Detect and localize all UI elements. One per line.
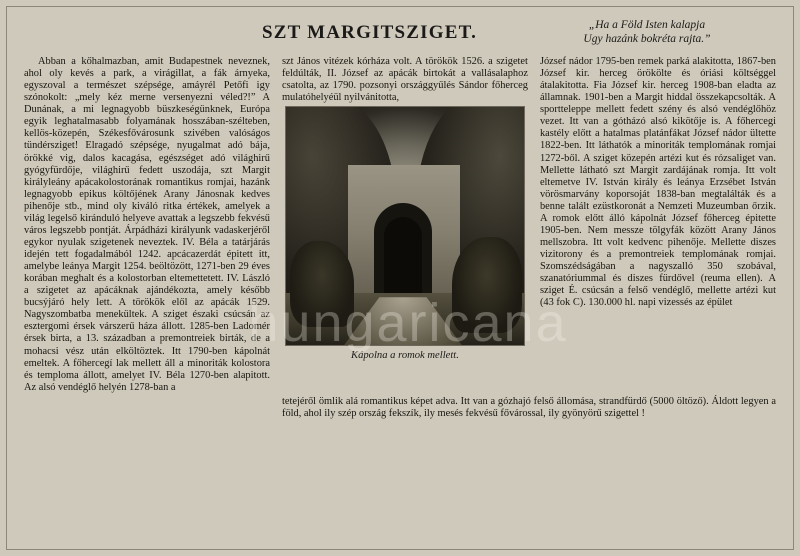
body-text-right: József nádor 1795-ben remek parká alakitotta, 1867-ben József kir. herceg örökölte és óriási költséggel átalakitotta. Fia József kir. herceg 1908-ban eladta az államnak. 1901-ben a Margit hiddal összekapcsolták. A sportteleppe mellett fedett szény és alsó vendéglőhöz vezet. Itt van a gótházó alsó kikötője is. A főhercegi kastély előtt a hatalmas platánfákat József nádor ültette 1822-ben. Itt láthatók a minoriták templomának romjai 1272-ből. A sziget közepén artézi kut és rózsaliget van. Mellette látható szt Margit zardájának romja. Itt volt eltemetve IV. István király és leánya Erzsébet István vörösmarvány koporsoját 1838-ban megtalálták és a benne talált ezüstkoronát a Nemzeti Muzeumban őrzik. A romok előtt álló kápolnát József főherceg épitette 1905-ben. Nem messze tölgyfák között Arany János mellszobra. Itt volt kedvenc pihenője. Mellette diszes vizitorony és a premontreiek templomának romjai. Szomszédságában a nagyszalló 350 szobával, szanatóriummal és diszes fürdővel (reuma ellen). A sziget É. csúcsán a felső vendéglő, mellette artézi kut (43 fok C). 130.000 hl. napi vizessés az épület — [539, 56, 776, 309]
page-header — [24, 18, 776, 54]
photo-shrub-right — [452, 237, 522, 333]
body-text-middle-top: szt János vitézek kórháza volt. A törökök 1526. a szigetet feldúlták, II. József az apácák birtokát a vallásalaphoz csatolta, az 1790. pozsonyi országgyűlés Sándor főherceg mulatóhelyéül nyilvánitotta, — [281, 56, 528, 104]
photo-figure — [282, 106, 528, 362]
column-right — [540, 56, 776, 394]
bottom-text-block — [24, 396, 776, 420]
column-left — [24, 56, 270, 394]
article-columns — [24, 56, 776, 394]
page-inner — [16, 14, 784, 542]
chapel-ruins-photo — [285, 106, 525, 346]
photo-shrub-left — [290, 241, 354, 327]
column-middle — [282, 56, 528, 394]
epigraph-line-1: „Ha a Föld Isten kalapja — [588, 19, 706, 31]
watermark: hungaricana — [248, 293, 568, 353]
bottom-row — [24, 396, 776, 420]
photo-caption: Kápolna a romok mellett. — [351, 350, 459, 362]
bottom-spacer-left — [24, 396, 270, 420]
bottom-text: tetejéről ömlik alá romantikus képet adva. Itt van a gózhajó felső állomása, strandfürdő (5000 öltöző). Áldott legyen a föld, ahol ily szép ország fekszík, ily mesés fekvésű fővárossal, ily gyönyörű szigettel ! — [282, 395, 776, 419]
page-title: SZT MARGITSZIGET. — [262, 22, 478, 43]
body-text-left: Abban a kőhalmazban, amit Budapestnek neveznek, ahol oly kevés a park, a virágillat, a fák árnyeka, egyszoval a természet szépsége, amáyrél Petőfi igy szónokolt: „mely kéz merne versenyezni véled?!” A Dunának, a mi legnagyobb büszkeségünknek, Európa egyik leghatalmasabb folyamának hosszában-szélteben, kellös-közepén, Székesfővárosunk szivében valóságos tündérsziget! Elragadó szépsége, nyugalmat adó bája, örökké vig, dalos kacagása, egészséget adó világhirű gyógyfürdője, világhirű fedett uszodája, szt Margit királyleány apácakolostorának romantikus romjai, hazánk legnagyobb epikus költőjének Arany Jánosnak kedves pihenője stb., mind oly kiváló ritka értékek, amelyek a világ legelső kiránduló helyeve avattak a legszebb fekvésű város legszebb pontját. Árpádházi királyunk vadaskerjéről egykor nyulak szigetenek neveztek. IV. Béla a tatárjárás idején tett fogadalmából 1242. apcácazerdát épitett itt, amelybe leánya Margit 1254. beöltözött, 1271-ben 29 éves korában meghalt és a kolostorban eltemettetett. IV. László a szigetet az apácáknak ajándékozta, amely később bucsýjáró hely lett. A törökök elől az apácák 1529. Nagyszombatba menekültek. A sziget északi csúcsán az esztergomi érsek várszerű háza állott. 1285-ben Ladomér érsek birta, a 13. században a premontreiek birták, de a mohacsi vész után elköltöztek. Itt 1790-ben kápolnát emeltek. A főhercegí lak mellett áll a minoriták kolostora és temploma állott, amelyet IV. Béla 1270-ben alapitott. Az alsó vendéglő helyén 1278-ban a — [24, 56, 270, 393]
epigraph-line-2: Ugy hazánk bokréta rajta.” — [583, 33, 711, 46]
epigraph — [522, 18, 772, 47]
